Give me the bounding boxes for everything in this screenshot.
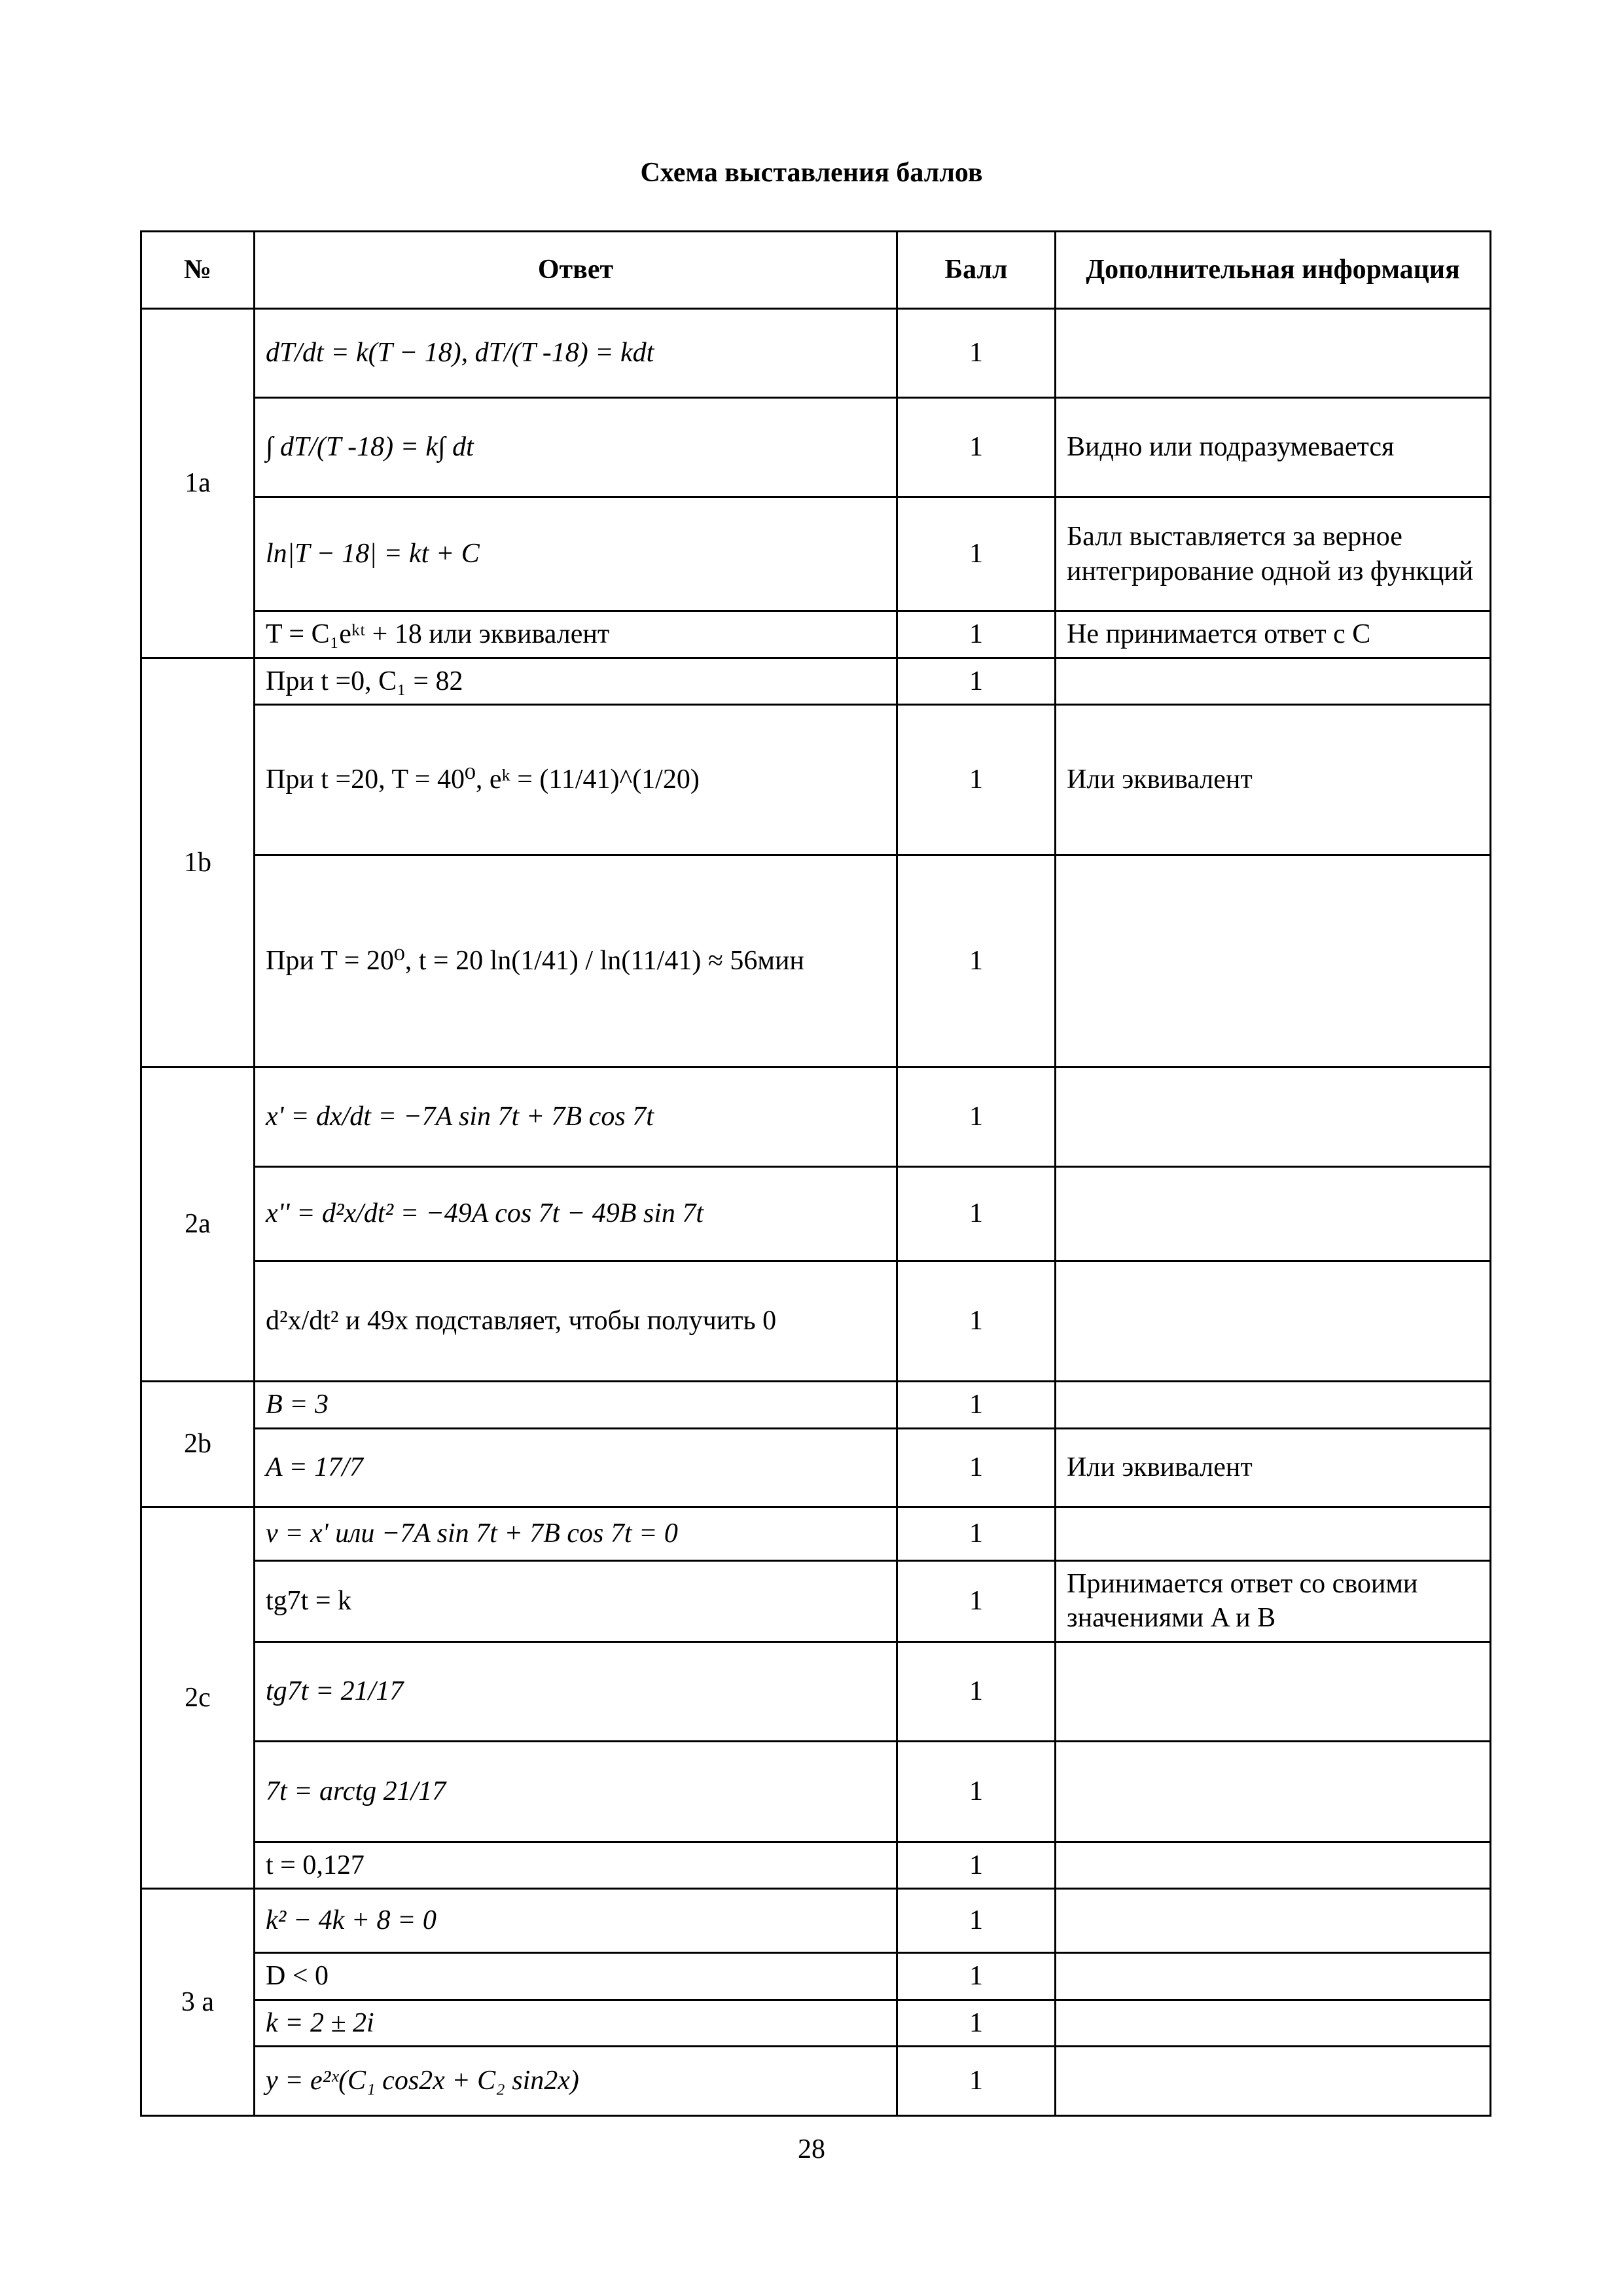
task-number: 2c bbox=[141, 1507, 255, 1889]
answer-cell: v = x' или −7A sin 7t + 7B cos 7t = 0 bbox=[255, 1507, 897, 1560]
info-cell bbox=[1056, 2047, 1491, 2116]
info-cell: Или эквивалент bbox=[1056, 1428, 1491, 1507]
page-number: 28 bbox=[798, 2134, 825, 2164]
scoring-table bbox=[140, 230, 1491, 2117]
info-cell bbox=[1056, 1889, 1491, 1953]
table-row bbox=[141, 705, 1491, 855]
score-cell: 1 bbox=[897, 1889, 1056, 1953]
answer-cell: k = 2 ± 2i bbox=[255, 2000, 897, 2047]
answer-cell: t = 0,127 bbox=[255, 1842, 897, 1889]
score-cell: 1 bbox=[897, 2047, 1056, 2116]
answer-cell: ln|T − 18| = kt + C bbox=[255, 497, 897, 611]
table-row bbox=[141, 497, 1491, 611]
header-answer: Ответ bbox=[255, 232, 897, 309]
answer-cell: k² − 4k + 8 = 0 bbox=[255, 1889, 897, 1953]
page-title: Схема выставления баллов bbox=[640, 158, 983, 188]
table-row bbox=[141, 1889, 1491, 1953]
table-row bbox=[141, 1261, 1491, 1382]
answer-cell: dT/dt = k(T − 18), dT/(T -18) = kdt bbox=[255, 309, 897, 398]
task-number: 2b bbox=[141, 1382, 255, 1507]
answer-cell: ∫ dT/(T -18) = k∫ dt bbox=[255, 398, 897, 497]
header-num: № bbox=[141, 232, 255, 309]
score-cell: 1 bbox=[897, 1428, 1056, 1507]
answer-cell: tg7t = k bbox=[255, 1560, 897, 1641]
table-row bbox=[141, 2047, 1491, 2116]
info-cell bbox=[1056, 1641, 1491, 1741]
score-cell: 1 bbox=[897, 1560, 1056, 1641]
info-cell bbox=[1056, 658, 1491, 705]
info-cell bbox=[1056, 309, 1491, 398]
info-cell: Принимается ответ со своими значениями A и B bbox=[1056, 1560, 1491, 1641]
score-cell: 1 bbox=[897, 1507, 1056, 1560]
answer-cell: x' = dx/dt = −7A sin 7t + 7B cos 7t bbox=[255, 1067, 897, 1167]
answer-cell: y = e²ˣ(C₁ cos2x + C₂ sin2x) bbox=[255, 2047, 897, 2116]
table-row bbox=[141, 1741, 1491, 1842]
score-cell: 1 bbox=[897, 497, 1056, 611]
info-cell bbox=[1056, 1067, 1491, 1167]
answer-cell: tg7t = 21/17 bbox=[255, 1641, 897, 1741]
table-row bbox=[141, 398, 1491, 497]
score-cell: 1 bbox=[897, 1382, 1056, 1429]
answer-cell: При t =20, T = 40⁰, eᵏ = (11/41)^(1/20) bbox=[255, 705, 897, 855]
score-cell: 1 bbox=[897, 1953, 1056, 2000]
score-cell: 1 bbox=[897, 2000, 1056, 2047]
answer-cell: T = C₁eᵏᵗ + 18 или эквивалент bbox=[255, 611, 897, 658]
task-number: 1a bbox=[141, 309, 255, 658]
info-cell: Не принимается ответ с C bbox=[1056, 611, 1491, 658]
score-cell: 1 bbox=[897, 1741, 1056, 1842]
score-cell: 1 bbox=[897, 398, 1056, 497]
score-cell: 1 bbox=[897, 1067, 1056, 1167]
info-cell: Или эквивалент bbox=[1056, 705, 1491, 855]
info-cell: Видно или подразумевается bbox=[1056, 398, 1491, 497]
answer-cell: При t =0, C₁ = 82 bbox=[255, 658, 897, 705]
answer-cell: При T = 20⁰, t = 20 ln(1/41) / ln(11/41) ≈ 56мин bbox=[255, 855, 897, 1067]
score-cell: 1 bbox=[897, 705, 1056, 855]
info-cell: Балл выставляется за верное интегрирование одной из функций bbox=[1056, 497, 1491, 611]
table-row bbox=[141, 1067, 1491, 1167]
score-cell: 1 bbox=[897, 1842, 1056, 1889]
score-cell: 1 bbox=[897, 1167, 1056, 1261]
answer-cell: D < 0 bbox=[255, 1953, 897, 2000]
task-number: 1b bbox=[141, 658, 255, 1067]
score-cell: 1 bbox=[897, 1641, 1056, 1741]
table-row bbox=[141, 658, 1491, 705]
score-cell: 1 bbox=[897, 611, 1056, 658]
table-row bbox=[141, 309, 1491, 398]
info-cell bbox=[1056, 1741, 1491, 1842]
score-cell: 1 bbox=[897, 658, 1056, 705]
score-cell: 1 bbox=[897, 855, 1056, 1067]
header-info: Дополнительная информация bbox=[1056, 232, 1491, 309]
info-cell bbox=[1056, 1382, 1491, 1429]
table-row bbox=[141, 2000, 1491, 2047]
table-row bbox=[141, 1641, 1491, 1741]
answer-cell: A = 17/7 bbox=[255, 1428, 897, 1507]
info-cell bbox=[1056, 855, 1491, 1067]
table-row bbox=[141, 1507, 1491, 1560]
answer-cell: B = 3 bbox=[255, 1382, 897, 1429]
task-number: 3 a bbox=[141, 1889, 255, 2116]
info-cell bbox=[1056, 1507, 1491, 1560]
info-cell bbox=[1056, 1167, 1491, 1261]
table-row bbox=[141, 1382, 1491, 1429]
table-row bbox=[141, 855, 1491, 1067]
score-cell: 1 bbox=[897, 1261, 1056, 1382]
info-cell bbox=[1056, 1842, 1491, 1889]
table-header-row bbox=[141, 232, 1491, 309]
header-score: Балл bbox=[897, 232, 1056, 309]
table-row bbox=[141, 1428, 1491, 1507]
table-row bbox=[141, 611, 1491, 658]
table-row bbox=[141, 1167, 1491, 1261]
table-row bbox=[141, 1953, 1491, 2000]
score-cell: 1 bbox=[897, 309, 1056, 398]
answer-cell: x'' = d²x/dt² = −49A cos 7t − 49B sin 7t bbox=[255, 1167, 897, 1261]
table-row bbox=[141, 1560, 1491, 1641]
info-cell bbox=[1056, 2000, 1491, 2047]
info-cell bbox=[1056, 1261, 1491, 1382]
info-cell bbox=[1056, 1953, 1491, 2000]
table-row bbox=[141, 1842, 1491, 1889]
answer-cell: 7t = arctg 21/17 bbox=[255, 1741, 897, 1842]
task-number: 2a bbox=[141, 1067, 255, 1382]
answer-cell: d²x/dt² и 49x подставляет, чтобы получить 0 bbox=[255, 1261, 897, 1382]
